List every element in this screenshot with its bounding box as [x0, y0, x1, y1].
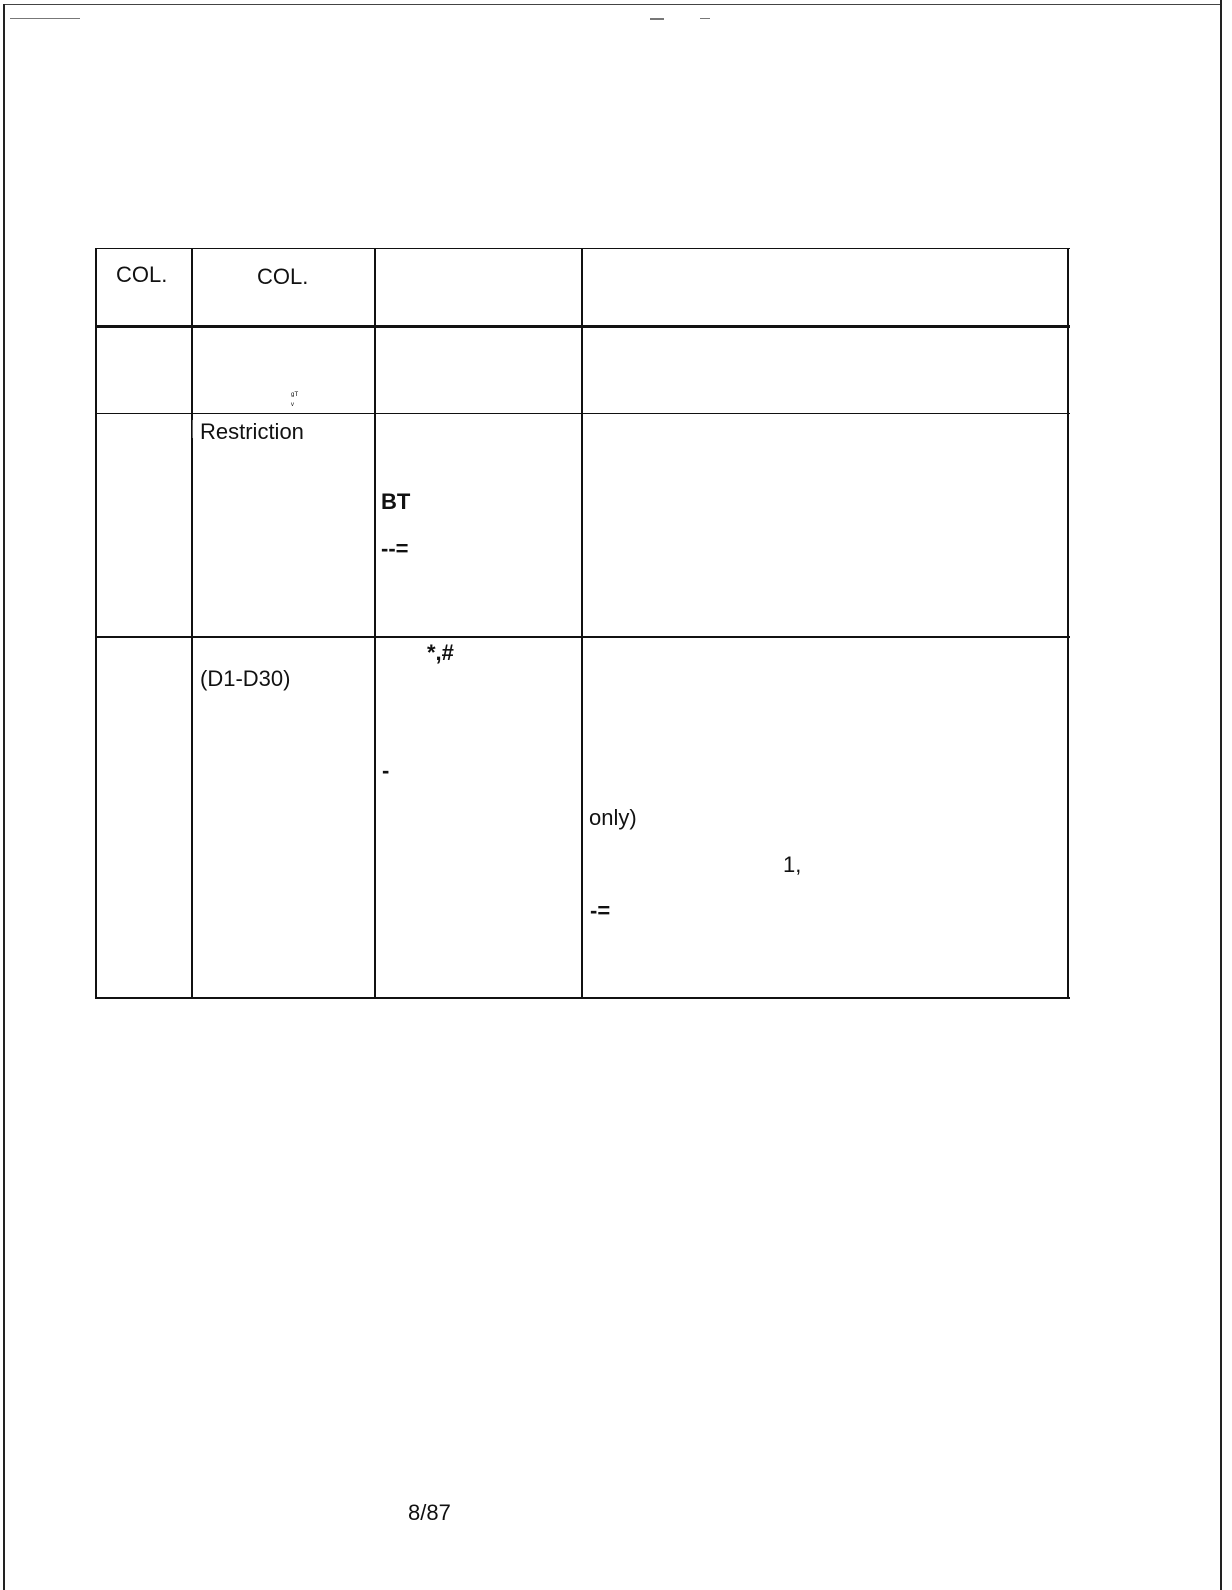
row2-col3-line2: --= — [381, 536, 409, 561]
column-rule — [374, 248, 376, 999]
page-right-border — [1220, 0, 1222, 1590]
row3-col4-line2: 1, — [783, 852, 802, 877]
row3-col4-line3: -= — [590, 898, 611, 923]
row2-col2-text: Restriction — [200, 419, 304, 444]
column-rule — [95, 248, 97, 999]
page-top-border — [3, 4, 1222, 5]
column-rule — [191, 248, 193, 999]
spec-table — [95, 248, 1070, 999]
column-header-1: COL. — [116, 262, 168, 287]
page-left-border — [3, 4, 5, 1590]
row2-col3-line1: BT — [381, 489, 411, 514]
row1-col2-marks: ᵍᵀ ᵛ — [291, 390, 299, 410]
row3-col2-text: (D1-D30) — [200, 666, 291, 691]
row2-col2-tick — [192, 420, 193, 438]
footer-date-code: 8/87 — [408, 1500, 451, 1525]
column-header-2: COL. — [257, 264, 309, 289]
scan-artifact — [700, 18, 710, 19]
scan-artifact — [650, 18, 664, 20]
row3-col3-line1: *,# — [427, 640, 454, 665]
scan-artifact — [10, 18, 80, 19]
column-rule — [581, 248, 583, 999]
row3-col3-line2: - — [382, 758, 390, 783]
row3-col4-line1: only) — [589, 805, 637, 830]
column-rule — [1067, 248, 1069, 999]
